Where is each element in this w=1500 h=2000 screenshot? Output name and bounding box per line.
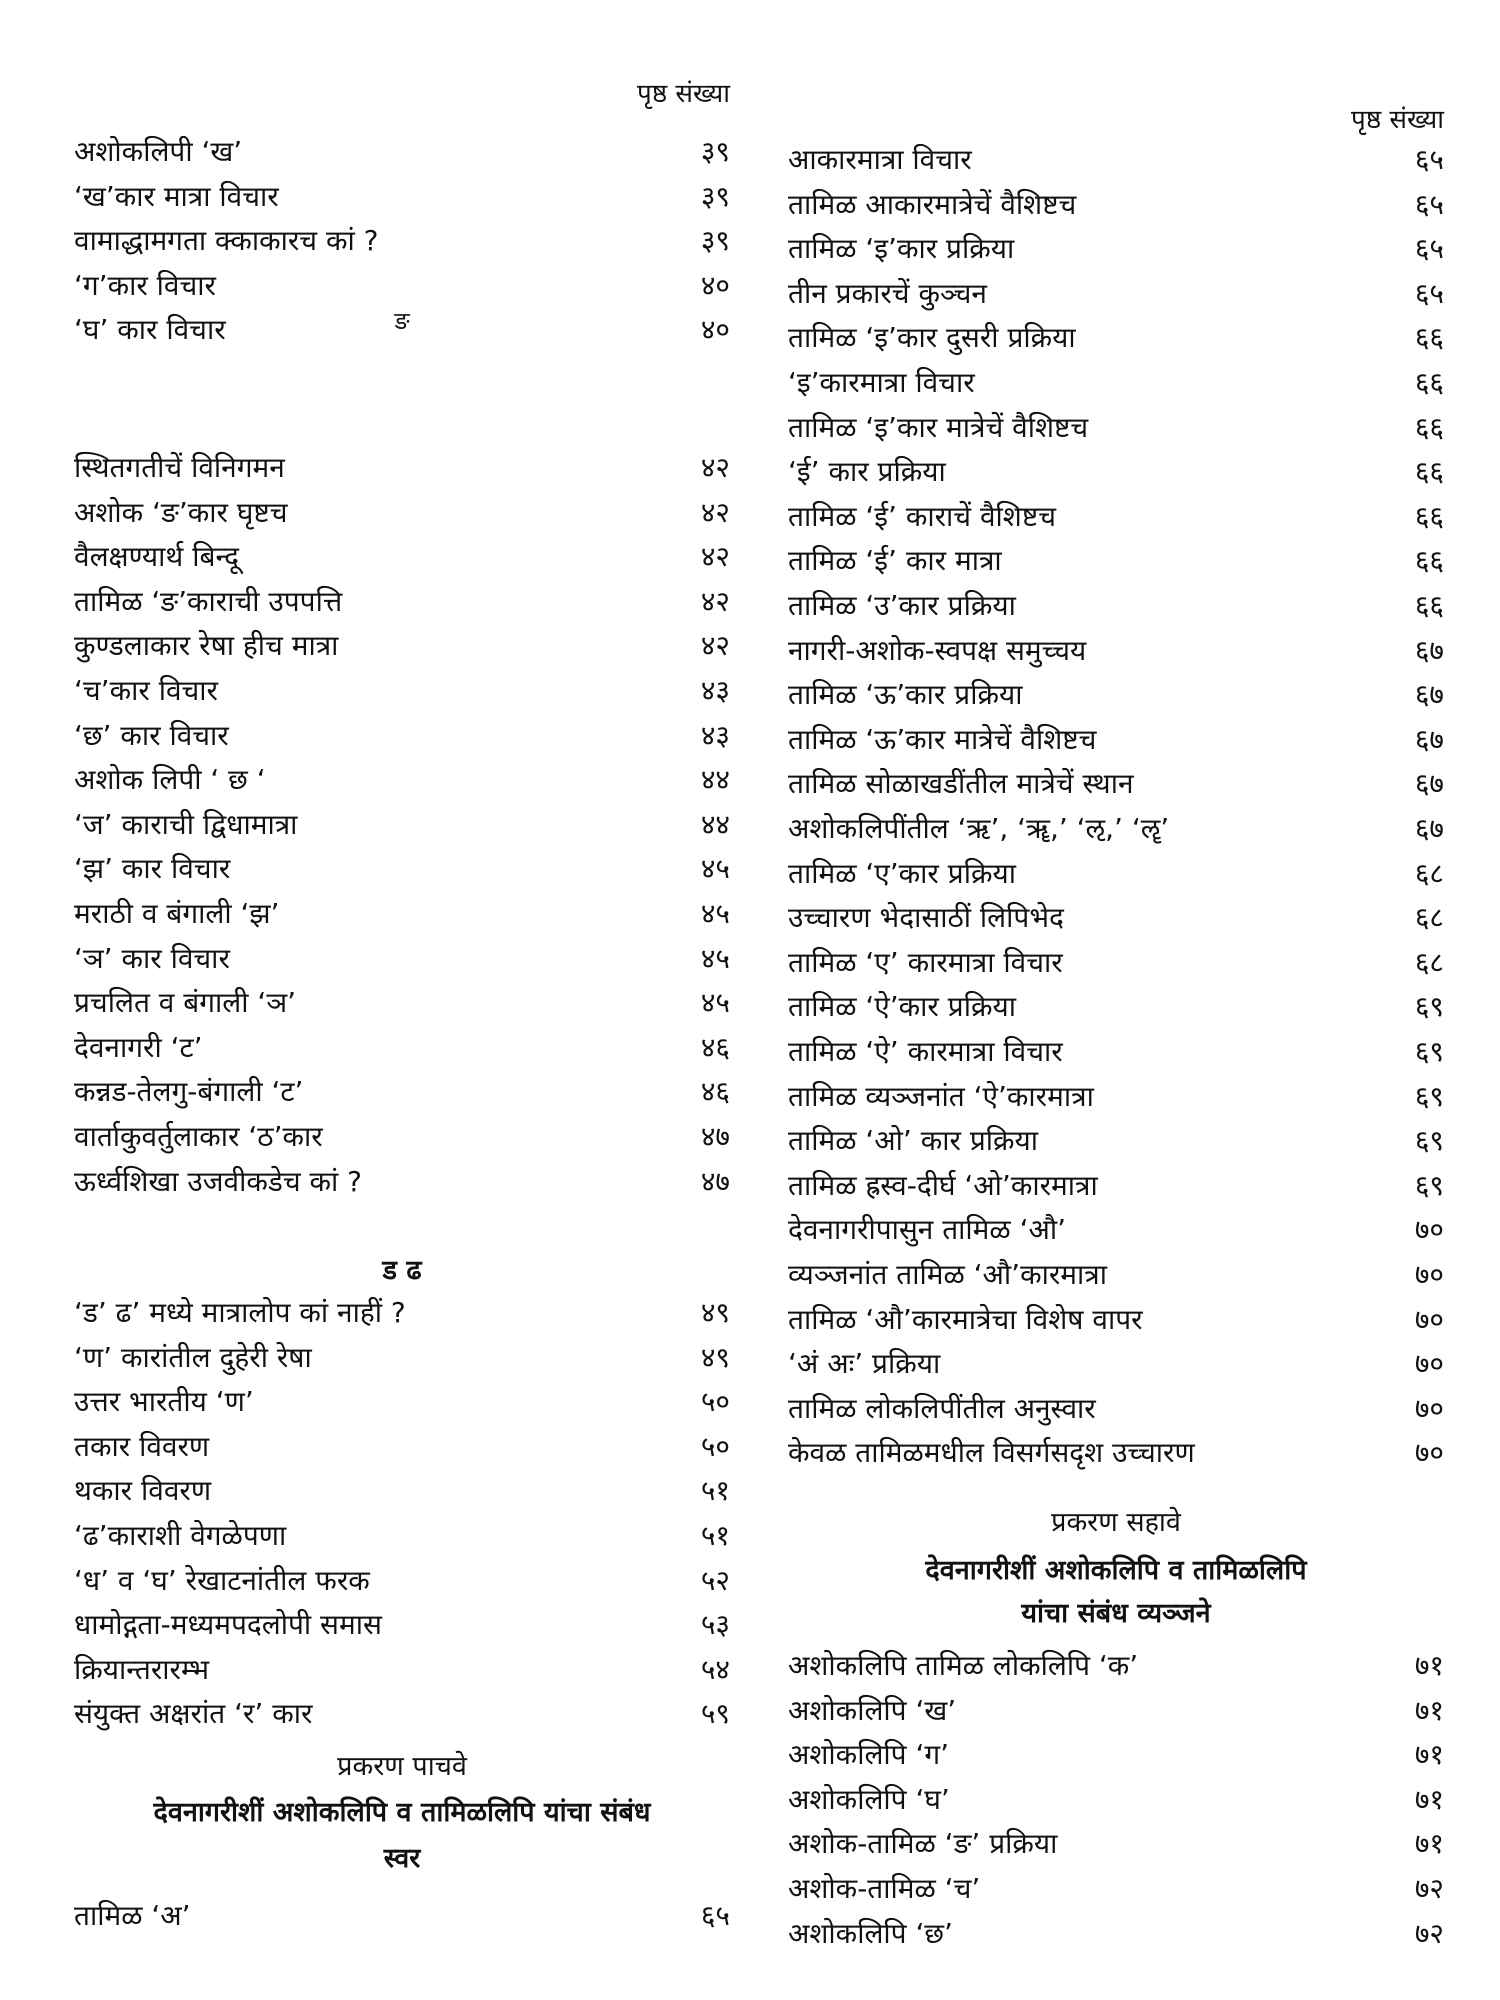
toc-entry-title: ‘ढ’काराशी वेगळेपणा [74, 1519, 287, 1552]
toc-entry-title: तामिळ लोकलिपींतील अनुस्वार [788, 1391, 1096, 1425]
toc-entry-page: ६९ [1414, 990, 1444, 1024]
toc-entry [788, 540, 1444, 580]
toc-entry-page: ४३ [700, 674, 730, 707]
toc-entry [788, 1432, 1444, 1472]
toc-entry-title: अशोकलिपींतील ‘ऋ’, ‘ॠ,’ ‘ऌ,’ ‘ॡ’ [788, 812, 1170, 845]
toc-entry-title: तामिळ ‘ऐ’ कारमात्रा विचार [788, 1035, 1063, 1068]
toc-entry [74, 1515, 730, 1555]
toc-entry [788, 1734, 1444, 1774]
toc-entry [74, 1604, 730, 1644]
toc-entry-title: आकारमात्रा विचार [788, 143, 972, 176]
toc-entry [788, 942, 1444, 982]
toc-entry-title: ‘ई’ कार प्रक्रिया [788, 455, 946, 489]
toc-entry-title: तामिळ ‘ओ’ कार प्रक्रिया [788, 1124, 1039, 1158]
toc-entry-page: ६६ [1414, 321, 1444, 355]
toc-entry-title: उच्चारण भेदासाठीं लिपिभेद [788, 901, 1064, 935]
toc-entry-title: तामिळ आकारमात्रेचें वैशिष्टच [788, 187, 1077, 221]
page-number-header: पृष्ठ संख्या [637, 79, 730, 109]
toc-entry-page: ६७ [1414, 633, 1444, 667]
chapter-title: यांचा संबंध व्यञ्जने [1021, 1598, 1211, 1629]
toc-entry [788, 630, 1444, 670]
toc-entry-page: ७२ [1414, 1872, 1444, 1905]
toc-entry-title: ‘ध’ व ‘घ’ रेखाटनांतील फरक [74, 1563, 370, 1597]
toc-entry-title: तामिळ व्यञ्जनांत ‘ऐ’कारमात्रा [788, 1079, 1094, 1113]
toc-entry-page: ४४ [700, 807, 730, 841]
toc-entry [788, 853, 1444, 893]
toc-entry-page: ४२ [700, 451, 730, 484]
toc-entry-page: ५० [700, 1385, 730, 1419]
toc-entry-page: ७० [1414, 1213, 1444, 1247]
toc-entry-page: ६६ [1414, 589, 1444, 622]
toc-entry [788, 184, 1444, 224]
toc-entry [788, 897, 1444, 937]
toc-entry-title: तामिळ ‘अ’ [74, 1899, 191, 1932]
toc-entry-page: ४५ [700, 852, 730, 886]
toc-entry-page: ४४ [700, 763, 730, 797]
toc-entry-page: ५१ [700, 1519, 730, 1552]
toc-entry [788, 1120, 1444, 1160]
section-heading: ड ढ [382, 1255, 422, 1286]
toc-entry-title: वामाद्धामगता क्काकारच कां ? [74, 224, 379, 258]
toc-entry-title: तामिळ ‘ऊ’कार मात्रेचें वैशिष्टच [788, 722, 1097, 756]
toc-entry-title: तामिळ ‘ऊ’कार प्रक्रिया [788, 678, 1023, 712]
toc-entry-page: ५४ [700, 1652, 730, 1686]
toc-entry-title: उत्तर भारतीय ‘ण’ [74, 1385, 254, 1419]
chapter-subtitle: स्वर [383, 1843, 421, 1874]
toc-entry-page: ३९ [700, 135, 730, 168]
toc-entry-page: ५१ [700, 1474, 730, 1508]
toc-entry [74, 982, 730, 1022]
toc-entry-page: ७० [1414, 1302, 1444, 1336]
toc-entry-page: ६६ [1414, 410, 1444, 444]
page-number-header: पृष्ठ संख्या [1351, 105, 1444, 135]
toc-entry [74, 1071, 730, 1111]
toc-entry-title: क्रियान्तरारम्भ [74, 1652, 210, 1686]
toc-entry-page: ७० [1414, 1436, 1444, 1470]
toc-entry-page: ४० [700, 313, 730, 347]
toc-entry-page: ६८ [1414, 856, 1444, 890]
toc-entry-page: ४७ [700, 1164, 730, 1198]
toc-entry-title: तामिळ ‘ए’ कारमात्रा विचार [788, 945, 1063, 979]
chapter-title: देवनागरीशीं अशोकलिपि व तामिळलिपि [925, 1555, 1307, 1586]
toc-entry-page: ७० [1414, 1258, 1444, 1291]
toc-entry-title: तकार विवरण [74, 1429, 210, 1463]
toc-entry-page: ४९ [700, 1340, 730, 1374]
toc-entry-page: ६६ [1414, 455, 1444, 489]
toc-entry [74, 759, 730, 799]
toc-entry-title: तामिळ ‘इ’कार मात्रेचें वैशिष्टच [788, 410, 1089, 444]
toc-entry [788, 1254, 1444, 1294]
toc-entry-title: अशोक-तामिळ ‘ङ’ प्रक्रिया [788, 1827, 1058, 1861]
toc-entry-page: ४५ [700, 897, 730, 930]
toc-entry-title: ‘झ’ कार विचार [74, 852, 231, 886]
toc-entry-page: ७१ [1414, 1738, 1444, 1772]
toc-entry [74, 1161, 730, 1201]
toc-entry-page: ६७ [1414, 767, 1444, 801]
toc-entry-page: ७२ [1414, 1916, 1444, 1950]
toc-entry-page: ६५ [700, 1899, 730, 1932]
toc-entry-page: ४६ [700, 1030, 730, 1064]
toc-entry [788, 228, 1444, 268]
toc-entry-title: नागरी-अशोक-स्वपक्ष समुच्चय [788, 633, 1087, 667]
toc-entry-title: तामिळ ‘ङ’काराची उपपत्ति [74, 584, 343, 618]
toc-entry-page: ५९ [700, 1697, 730, 1731]
toc-entry-title: अशोकलिपि ‘ग’ [788, 1738, 950, 1772]
toc-entry [74, 893, 730, 933]
toc-entry-title: ‘इ’कारमात्रा विचार [788, 366, 975, 399]
toc-entry-page: ३९ [700, 179, 730, 213]
toc-entry-title: अशोकलिपि ‘घ’ [788, 1782, 950, 1816]
toc-entry-page: ४५ [700, 941, 730, 975]
toc-entry-page: ५३ [700, 1608, 730, 1642]
toc-entry [74, 625, 730, 665]
toc-entry [788, 1645, 1444, 1685]
toc-entry-page: ७१ [1414, 1649, 1444, 1682]
toc-entry [788, 585, 1444, 625]
toc-entry [788, 451, 1444, 491]
toc-entry-title: तामिळ ‘ई’ कार मात्रा [788, 544, 1002, 578]
toc-entry-page: ६९ [1414, 1168, 1444, 1202]
toc-entry [74, 1381, 730, 1421]
section-heading: ङ [394, 307, 410, 335]
toc-entry-page: ३९ [700, 224, 730, 258]
toc-entry-title: अशोक लिपी ‘ छ ‘ [74, 763, 266, 797]
toc-entry-title: अशोक ‘ङ’कार घृष्टच [74, 495, 288, 529]
toc-entry [788, 1031, 1444, 1071]
toc-entry [788, 1779, 1444, 1819]
toc-entry-page: ५२ [700, 1563, 730, 1597]
toc-entry [788, 1868, 1444, 1908]
toc-entry-page: ६९ [1414, 1035, 1444, 1068]
toc-entry-page: ४५ [700, 986, 730, 1020]
toc-entry [74, 265, 730, 305]
toc-entry-title: देवनागरीपासुन तामिळ ‘औ’ [788, 1213, 1067, 1247]
toc-entry-title: ‘छ’ कार विचार [74, 718, 229, 752]
toc-entry-page: ६९ [1414, 1124, 1444, 1158]
toc-entry [788, 1388, 1444, 1428]
toc-entry-page: ४२ [700, 540, 730, 574]
toc-entry-title: प्रचलित व बंगाली ‘ञ’ [74, 986, 296, 1020]
toc-entry [788, 273, 1444, 313]
toc-entry-title: देवनागरी ‘ट’ [74, 1030, 203, 1064]
toc-entry-title: ‘ज’ काराची द्विधामात्रा [74, 807, 298, 841]
toc-entry-page: ६८ [1414, 945, 1444, 979]
toc-entry [788, 1209, 1444, 1249]
chapter-title: देवनागरीशीं अशोकलिपि व तामिळलिपि यांचा संबंध [153, 1797, 651, 1828]
toc-entry [788, 986, 1444, 1026]
toc-entry-page: ७१ [1414, 1782, 1444, 1816]
toc-entry-title: अशोकलिपि तामिळ लोकलिपि ‘क’ [788, 1649, 1139, 1682]
toc-entry-title: ‘ण’ कारांतील दुहेरी रेषा [74, 1340, 312, 1374]
toc-entry-title: ऊर्ध्वशिखा उजवीकडेच कां ? [74, 1164, 363, 1198]
toc-entry-title: वार्ताकुवर्तुलाकार ‘ठ’कार [74, 1120, 323, 1153]
toc-entry [74, 1470, 730, 1510]
toc-entry [788, 362, 1444, 402]
toc-entry-title: व्यञ्जनांत तामिळ ‘औ’कारमात्रा [788, 1258, 1107, 1291]
toc-entry-title: ‘घ’ कार विचार [74, 313, 226, 347]
toc-entry-title: तामिळ सोळाखडींतील मात्रेचें स्थान [788, 767, 1134, 801]
toc-entry [788, 1690, 1444, 1730]
toc-entry-title: स्थितगतीचें विनिगमन [74, 451, 285, 484]
toc-entry [788, 808, 1444, 848]
toc-entry-title: अशोकलिपि ‘ख’ [788, 1693, 957, 1727]
toc-entry [788, 139, 1444, 179]
toc-entry [788, 1299, 1444, 1339]
toc-entry-page: ६७ [1414, 678, 1444, 712]
toc-entry-page: ४९ [700, 1296, 730, 1329]
toc-entry [74, 670, 730, 710]
toc-entry [74, 220, 730, 260]
toc-entry-title: वैलक्षण्यार्थ बिन्दू [74, 540, 239, 574]
toc-entry-page: ४६ [700, 1075, 730, 1109]
toc-entry-page: ७० [1414, 1347, 1444, 1381]
toc-entry-title: ‘च’कार विचार [74, 674, 218, 707]
toc-entry-page: ६५ [1414, 187, 1444, 221]
toc-entry [74, 447, 730, 487]
toc-entry-page: ६६ [1414, 544, 1444, 578]
toc-entry [74, 1292, 730, 1332]
toc-entry [788, 1913, 1444, 1953]
toc-entry-title: तामिळ ह्रस्व-दीर्घ ‘ओ’कारमात्रा [788, 1168, 1098, 1202]
toc-entry-page: ६५ [1414, 232, 1444, 266]
toc-entry-title: धामोद्गता-मध्यमपदलोपी समास [74, 1608, 382, 1642]
toc-entry-page: ४२ [700, 584, 730, 618]
toc-entry-title: कन्नड-तेलगु-बंगाली ‘ट’ [74, 1075, 304, 1109]
toc-entry-page: ७१ [1414, 1827, 1444, 1861]
toc-entry-page: ४३ [700, 718, 730, 752]
toc-entry [74, 1027, 730, 1067]
toc-entry-page: ४७ [700, 1120, 730, 1153]
toc-entry-title: तामिळ ‘इ’कार दुसरी प्रक्रिया [788, 321, 1076, 355]
toc-entry-title: मराठी व बंगाली ‘झ’ [74, 897, 280, 930]
toc-entry-page: ६५ [1414, 276, 1444, 310]
toc-entry-page: ७० [1414, 1391, 1444, 1425]
toc-entry [788, 719, 1444, 759]
toc-entry [74, 1649, 730, 1689]
toc-entry [74, 804, 730, 844]
toc-entry-page: ४२ [700, 629, 730, 663]
toc-entry-page: ७१ [1414, 1693, 1444, 1727]
toc-entry-title: तामिळ ‘औ’कारमात्रेचा विशेष वापर [788, 1302, 1143, 1336]
toc-entry-title: ‘ख’कार मात्रा विचार [74, 179, 279, 213]
toc-entry-title: अशोकलिपी ‘ख’ [74, 135, 243, 168]
toc-entry-page: ४० [700, 268, 730, 302]
toc-entry-page: ६७ [1414, 812, 1444, 845]
toc-entry [74, 581, 730, 621]
toc-entry-title: अशोकलिपि ‘छ’ [788, 1916, 953, 1950]
toc-entry [74, 1693, 730, 1733]
toc-entry-title: तीन प्रकारचें कुञ्चन [788, 276, 987, 310]
toc-entry [788, 1823, 1444, 1863]
toc-entry-title: ‘अं अः’ प्रक्रिया [788, 1347, 941, 1381]
toc-entry-title: केवळ तामिळमधील विसर्गसदृश उच्चारण [788, 1436, 1195, 1470]
chapter-label: प्रकरण पाचवे [337, 1751, 467, 1782]
chapter-label: प्रकरण सहावे [1051, 1507, 1181, 1538]
toc-entry [74, 715, 730, 755]
toc-entry-title: तामिळ ‘ई’ काराचें वैशिष्टच [788, 499, 1056, 533]
toc-entry-page: ५० [700, 1429, 730, 1463]
toc-entry-title: तामिळ ‘उ’कार प्रक्रिया [788, 589, 1016, 622]
toc-entry [74, 492, 730, 532]
toc-entry [74, 1116, 730, 1156]
toc-entry-page: ६९ [1414, 1079, 1444, 1113]
toc-entry [74, 1426, 730, 1466]
toc-entry [74, 848, 730, 888]
toc-entry [74, 131, 730, 171]
toc-entry [788, 674, 1444, 714]
toc-entry [788, 496, 1444, 536]
toc-entry-page: ६६ [1414, 366, 1444, 399]
toc-entry [74, 1337, 730, 1377]
toc-entry [788, 1343, 1444, 1383]
toc-entry [74, 536, 730, 576]
toc-entry [788, 407, 1444, 447]
toc-entry-title: तामिळ ‘इ’कार प्रक्रिया [788, 232, 1015, 266]
toc-entry-page: ६८ [1414, 901, 1444, 935]
toc-entry-page: ६७ [1414, 722, 1444, 756]
toc-entry-page: ६५ [1414, 143, 1444, 176]
toc-entry-title: संयुक्त अक्षरांत ‘र’ कार [74, 1697, 313, 1731]
toc-entry-title: तामिळ ‘ए’कार प्रक्रिया [788, 856, 1016, 890]
toc-entry-title: अशोक-तामिळ ‘च’ [788, 1872, 981, 1905]
toc-entry [74, 176, 730, 216]
toc-entry-title: ‘ग’कार विचार [74, 268, 216, 302]
toc-entry-page: ४२ [700, 495, 730, 529]
toc-entry [74, 938, 730, 978]
toc-entry-title: कुण्डलाकार रेषा हीच मात्रा [74, 629, 339, 663]
toc-entry-title: तामिळ ‘ऐ’कार प्रक्रिया [788, 990, 1016, 1024]
toc-entry [74, 1560, 730, 1600]
toc-entry-title: ‘ड’ ढ’ मध्ये मात्रालोप कां नाहीं ? [74, 1296, 406, 1329]
toc-entry-title: ‘ञ’ कार विचार [74, 941, 230, 975]
toc-entry [788, 763, 1444, 803]
toc-entry [788, 317, 1444, 357]
toc-entry [74, 1895, 730, 1935]
toc-entry-title: थकार विवरण [74, 1474, 212, 1508]
toc-entry-page: ६६ [1414, 499, 1444, 533]
toc-entry [788, 1076, 1444, 1116]
toc-entry [788, 1165, 1444, 1205]
